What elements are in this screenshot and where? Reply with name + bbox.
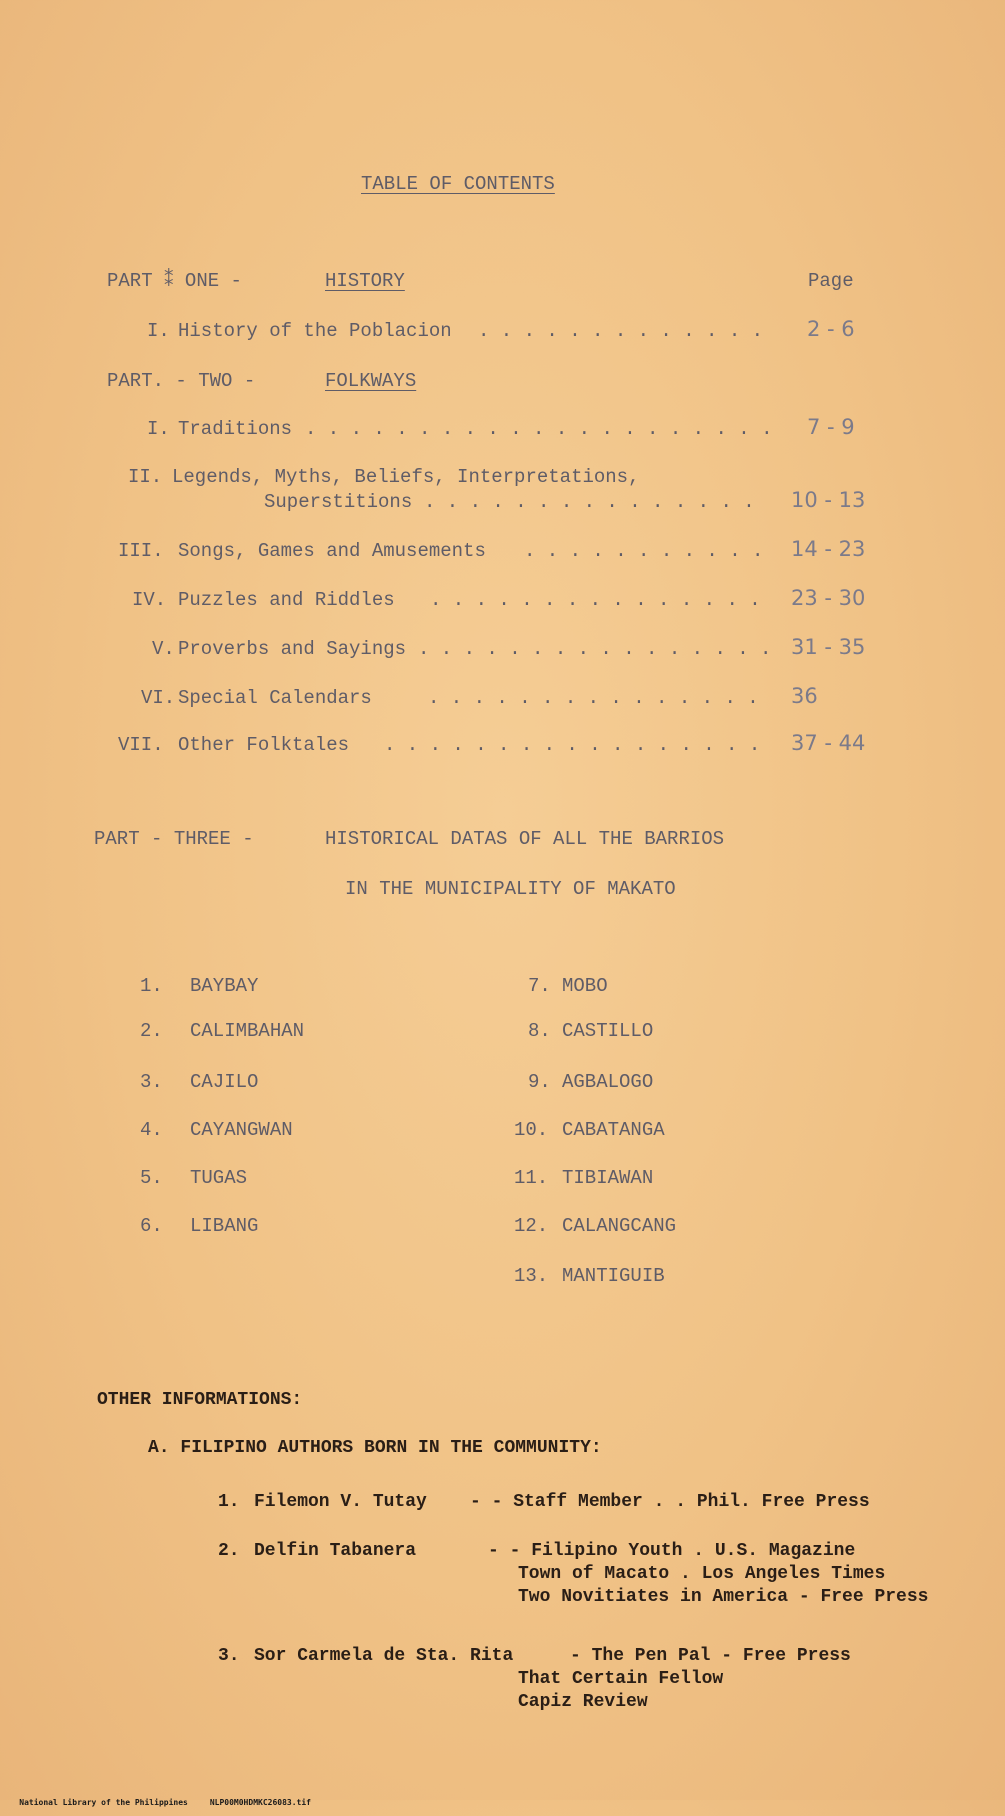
author-number: 3. — [218, 1646, 240, 1666]
barrio-number: 13. — [514, 1265, 549, 1287]
toc-leader: . . . . . . . . . . . . . . . . . . . . . — [305, 418, 773, 440]
toc-entry-pages: 31 - 35 — [791, 635, 866, 659]
toc-entry-number: I. — [147, 418, 170, 440]
part-one-label: PART ⁑ ONE - — [107, 270, 242, 292]
toc-entry-title: Puzzles and Riddles — [178, 589, 395, 611]
barrio-number: 6. — [140, 1215, 163, 1237]
author-work: - - Filipino Youth . U.S. Magazine — [488, 1541, 856, 1561]
page-column-label: Page — [808, 270, 854, 292]
barrio-number: 4. — [140, 1119, 163, 1141]
barrio-name: CASTILLO — [562, 1020, 654, 1042]
toc-entry-number: VII. — [118, 734, 164, 756]
toc-entry-number: V. — [152, 638, 175, 660]
toc-entry-title: History of the Poblacion — [178, 320, 452, 342]
barrio-name: MANTIGUIB — [562, 1265, 665, 1287]
barrio-name: BAYBAY — [190, 975, 259, 997]
barrio-number: 8. — [528, 1020, 551, 1042]
toc-entry-title: Legends, Myths, Beliefs, Interpretations, — [172, 466, 640, 488]
toc-leader: . . . . . . . . . . . — [524, 540, 764, 562]
toc-entry-number: III. — [118, 540, 164, 562]
part-one-heading: HISTORY — [325, 270, 405, 292]
author-number: 1. — [218, 1492, 240, 1512]
barrio-name: CAJILO — [190, 1071, 259, 1093]
toc-entry-pages: 2 - 6 — [807, 317, 855, 341]
barrio-number: 1. — [140, 975, 163, 997]
barrio-name: CALANGCANG — [562, 1215, 677, 1237]
toc-entry-title: Special Calendars — [178, 687, 372, 709]
author-name: Delfin Tabanera — [254, 1541, 417, 1561]
author-name: Sor Carmela de Sta. Rita — [254, 1646, 514, 1666]
author-work: Town of Macato . Los Angeles Times — [518, 1564, 886, 1584]
toc-entry-title: Songs, Games and Amusements — [178, 540, 486, 562]
footer-filename: NLP00M0HDMKC26083.tif — [209, 1798, 311, 1807]
toc-entry-number: VI. — [141, 687, 176, 709]
toc-entry-pages: 37 - 44 — [791, 731, 866, 755]
barrio-name: CALIMBAHAN — [190, 1020, 305, 1042]
toc-entry-title: Other Folktales — [178, 734, 350, 756]
barrio-number: 5. — [140, 1167, 163, 1189]
author-work: - - Staff Member . . Phil. Free Press — [470, 1492, 870, 1512]
toc-entry-pages: 23 - 30 — [791, 586, 866, 610]
author-work: Capiz Review — [518, 1692, 648, 1712]
part-three-heading: HISTORICAL DATAS OF ALL THE BARRIOS — [325, 828, 725, 850]
barrio-name: AGBALOGO — [562, 1071, 654, 1093]
toc-entry-pages: 7 - 9 — [807, 415, 855, 439]
part-three-heading-line2: IN THE MUNICIPALITY OF MAKATO — [345, 878, 676, 900]
barrio-name: CAYANGWAN — [190, 1119, 293, 1141]
barrio-name: CABATANGA — [562, 1119, 665, 1141]
page-title: TABLE OF CONTENTS — [361, 173, 555, 195]
part-two-label: PART. - TWO - — [107, 370, 256, 392]
toc-leader: . . . . . . . . . . . . . . . — [428, 687, 759, 709]
toc-entry-pages: 36 — [791, 684, 818, 708]
footer-source: National Library of the Philippines — [19, 1798, 188, 1807]
toc-leader: . . . . . . . . . . . . . . . . . — [384, 734, 761, 756]
barrio-name: TUGAS — [190, 1167, 248, 1189]
barrio-number: 9. — [528, 1071, 551, 1093]
barrio-number: 10. — [514, 1119, 549, 1141]
author-work: That Certain Fellow — [518, 1669, 724, 1689]
toc-entry-number: IV. — [132, 589, 167, 611]
toc-entry-number: II. — [128, 466, 163, 488]
barrio-number: 2. — [140, 1020, 163, 1042]
authors-subheading: A. FILIPINO AUTHORS BORN IN THE COMMUNITY: — [148, 1438, 602, 1458]
barrio-name: LIBANG — [190, 1215, 259, 1237]
toc-leader: . . . . . . . . . . . . . . . . — [418, 638, 772, 660]
scan-footer — [0, 1789, 333, 1816]
toc-entry-title-continued: Superstitions — [264, 491, 413, 513]
barrio-number: 12. — [514, 1215, 549, 1237]
toc-entry-pages: 14 - 23 — [791, 537, 866, 561]
author-work: - The Pen Pal - Free Press — [570, 1646, 851, 1666]
toc-entry-pages: 10 - 13 — [791, 488, 866, 512]
author-work: Two Novitiates in America - Free Press — [518, 1587, 929, 1607]
other-informations-heading: OTHER INFORMATIONS: — [97, 1390, 303, 1410]
barrio-number: 3. — [140, 1071, 163, 1093]
toc-entry-title: Proverbs and Sayings — [178, 638, 407, 660]
barrio-number: 11. — [514, 1167, 549, 1189]
author-number: 2. — [218, 1541, 240, 1561]
barrio-name: TIBIAWAN — [562, 1167, 654, 1189]
toc-leader: . . . . . . . . . . . . . . . — [430, 589, 761, 611]
barrio-name: MOBO — [562, 975, 608, 997]
toc-leader: . . . . . . . . . . . . . — [478, 320, 764, 342]
barrio-number: 7. — [528, 975, 551, 997]
toc-entry-title: Traditions — [178, 418, 293, 440]
toc-leader: . . . . . . . . . . . . . . . — [424, 491, 755, 513]
toc-entry-number: I. — [147, 320, 170, 342]
part-three-label: PART - THREE - — [94, 828, 254, 850]
author-name: Filemon V. Tutay — [254, 1492, 427, 1512]
part-two-heading: FOLKWAYS — [325, 370, 417, 392]
